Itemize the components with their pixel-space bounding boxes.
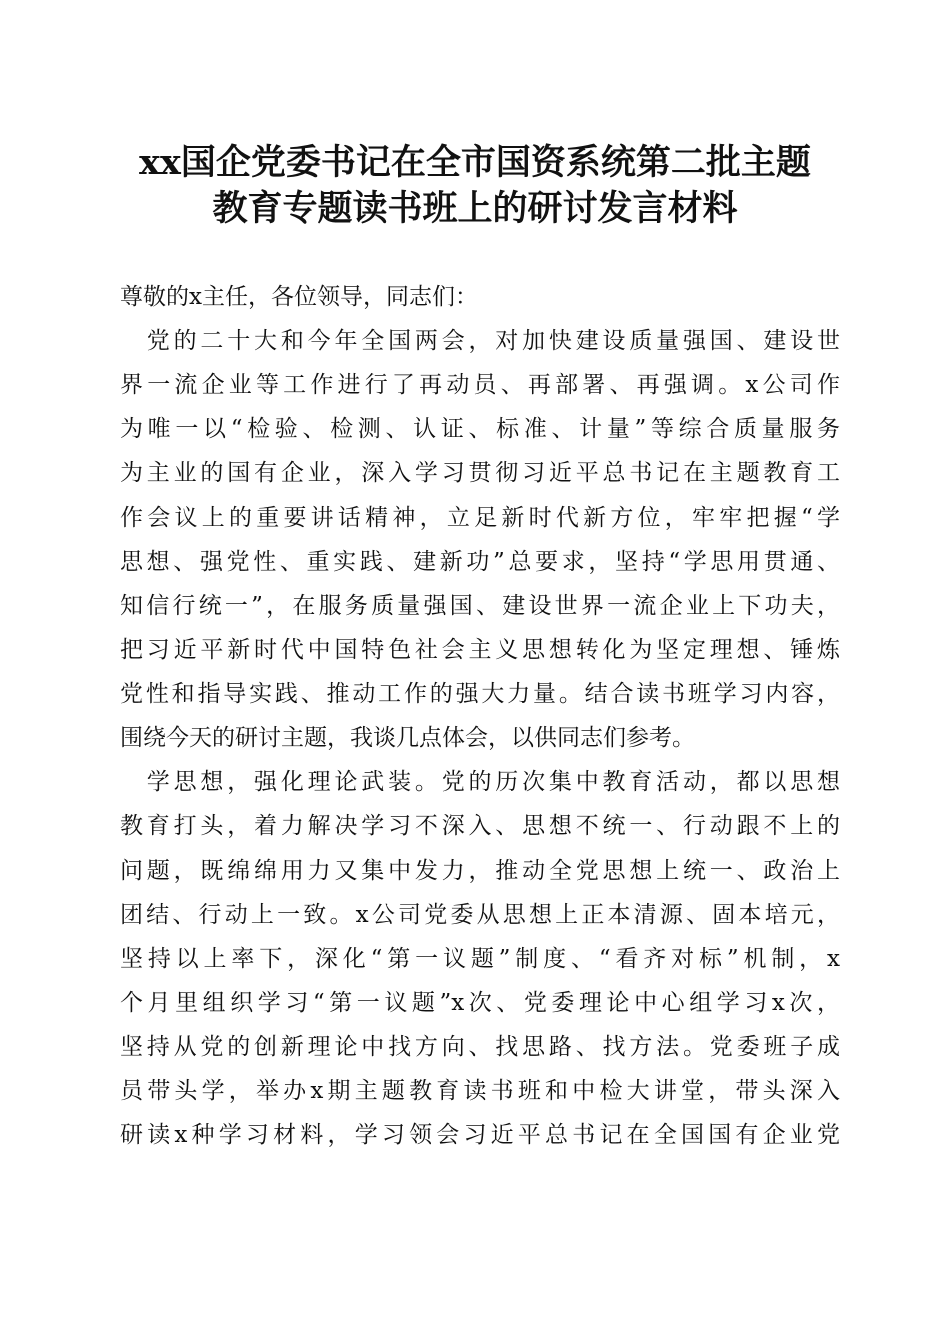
paragraph-2-line: 教育打头，着力解决学习不深入、思想不统一、行动跟不上的 <box>120 813 840 839</box>
paragraph-1-line: 知信行统一”，在服务质量强国、建设世界一流企业上下功夫， <box>120 593 840 619</box>
salutation: 尊敬的x主任，各位领导，同志们： <box>120 284 478 310</box>
paragraph-1-line: 思想、强党性、重实践、建新功”总要求，坚持“学思用贯通、 <box>120 549 840 575</box>
document-title-line-2: 教育专题读书班上的研讨发言材料 <box>212 188 738 229</box>
paragraph-1-line: 作会议上的重要讲话精神，立足新时代新方位，牢牢把握“学 <box>120 505 840 531</box>
paragraph-2-line: 学思想，强化理论武装。党的历次集中教育活动，都以思想 <box>120 769 840 795</box>
paragraph-1-line: 党的二十大和今年全国两会，对加快建设质量强国、建设世 <box>120 328 840 354</box>
paragraph-1-line: 党性和指导实践、推动工作的强大力量。结合读书班学习内容， <box>120 681 840 707</box>
paragraph-2-line: 员带头学，举办x期主题教育读书班和中检大讲堂，带头深入 <box>120 1078 840 1104</box>
paragraph-2-line: 坚持以上率下，深化“第一议题”制度、“看齐对标”机制，x <box>120 946 840 972</box>
paragraph-2-line: 个月里组织学习“第一议题”x次、党委理论中心组学习x次， <box>120 990 840 1016</box>
paragraph-1-line: 为唯一以“检验、检测、认证、标准、计量”等综合质量服务 <box>120 416 840 442</box>
paragraph-2-line: 研读x种学习材料，学习领会习近平总书记在全国国有企业党 <box>120 1122 840 1148</box>
paragraph-1-line: 围绕今天的研讨主题，我谈几点体会，以供同志们参考。 <box>120 725 695 751</box>
paragraph-1-line: 把习近平新时代中国特色社会主义思想转化为坚定理想、锤炼 <box>120 637 840 663</box>
paragraph-2-line: 问题，既绵绵用力又集中发力，推动全党思想上统一、政治上 <box>120 858 840 884</box>
document-title-line-1: xx国企党委书记在全市国资系统第二批主题 <box>139 142 811 183</box>
paragraph-1-line: 为主业的国有企业，深入学习贯彻习近平总书记在主题教育工 <box>120 460 840 486</box>
paragraph-2-line: 团结、行动上一致。x公司党委从思想上正本清源、固本培元， <box>120 902 840 928</box>
paragraph-1-line: 界一流企业等工作进行了再动员、再部署、再强调。x公司作 <box>120 372 840 398</box>
paragraph-2-line: 坚持从党的创新理论中找方向、找思路、找方法。党委班子成 <box>120 1034 840 1060</box>
